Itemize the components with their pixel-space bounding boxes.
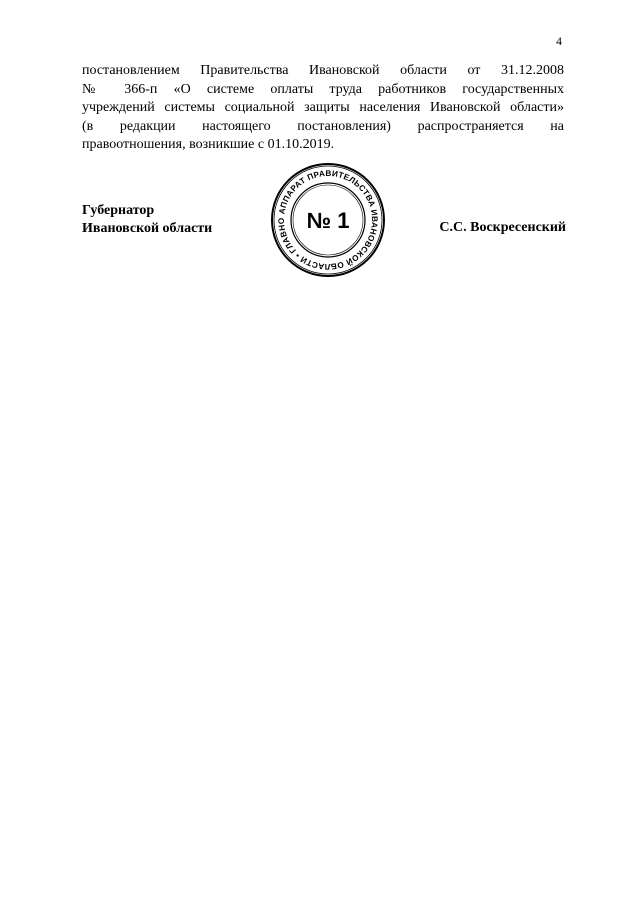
body-line: (в редакции настоящего постановления) распространяется на: [82, 118, 564, 134]
official-seal: [270, 162, 386, 278]
body-line: учреждений системы социальной защиты населения Ивановской области»: [82, 100, 564, 115]
signatory-title: [82, 202, 212, 238]
seal-center-number: № 1: [306, 208, 350, 233]
signatory-title-line2: Ивановской области: [82, 221, 213, 236]
seal-ring-text: АППАРАТ ПРАВИТЕЛЬСТВА ИВАНОВСКОЙ ОБЛАСТИ • ГЛАВНО: [276, 168, 380, 272]
body-line: № 366-п «О системе оплаты труда работников государственных: [82, 81, 564, 97]
page-number: 4: [556, 34, 562, 48]
body-line: постановлением Правительства Ивановской области от 31.12.2008: [82, 63, 564, 78]
seal-graphic: [270, 162, 386, 278]
signatory-title-line1: Губернатор: [82, 203, 155, 218]
body-paragraph: [82, 62, 564, 155]
signatory-name: С.С. Воскресенский: [439, 220, 566, 235]
body-line: правоотношения, возникшие с 01.10.2019.: [82, 137, 335, 152]
